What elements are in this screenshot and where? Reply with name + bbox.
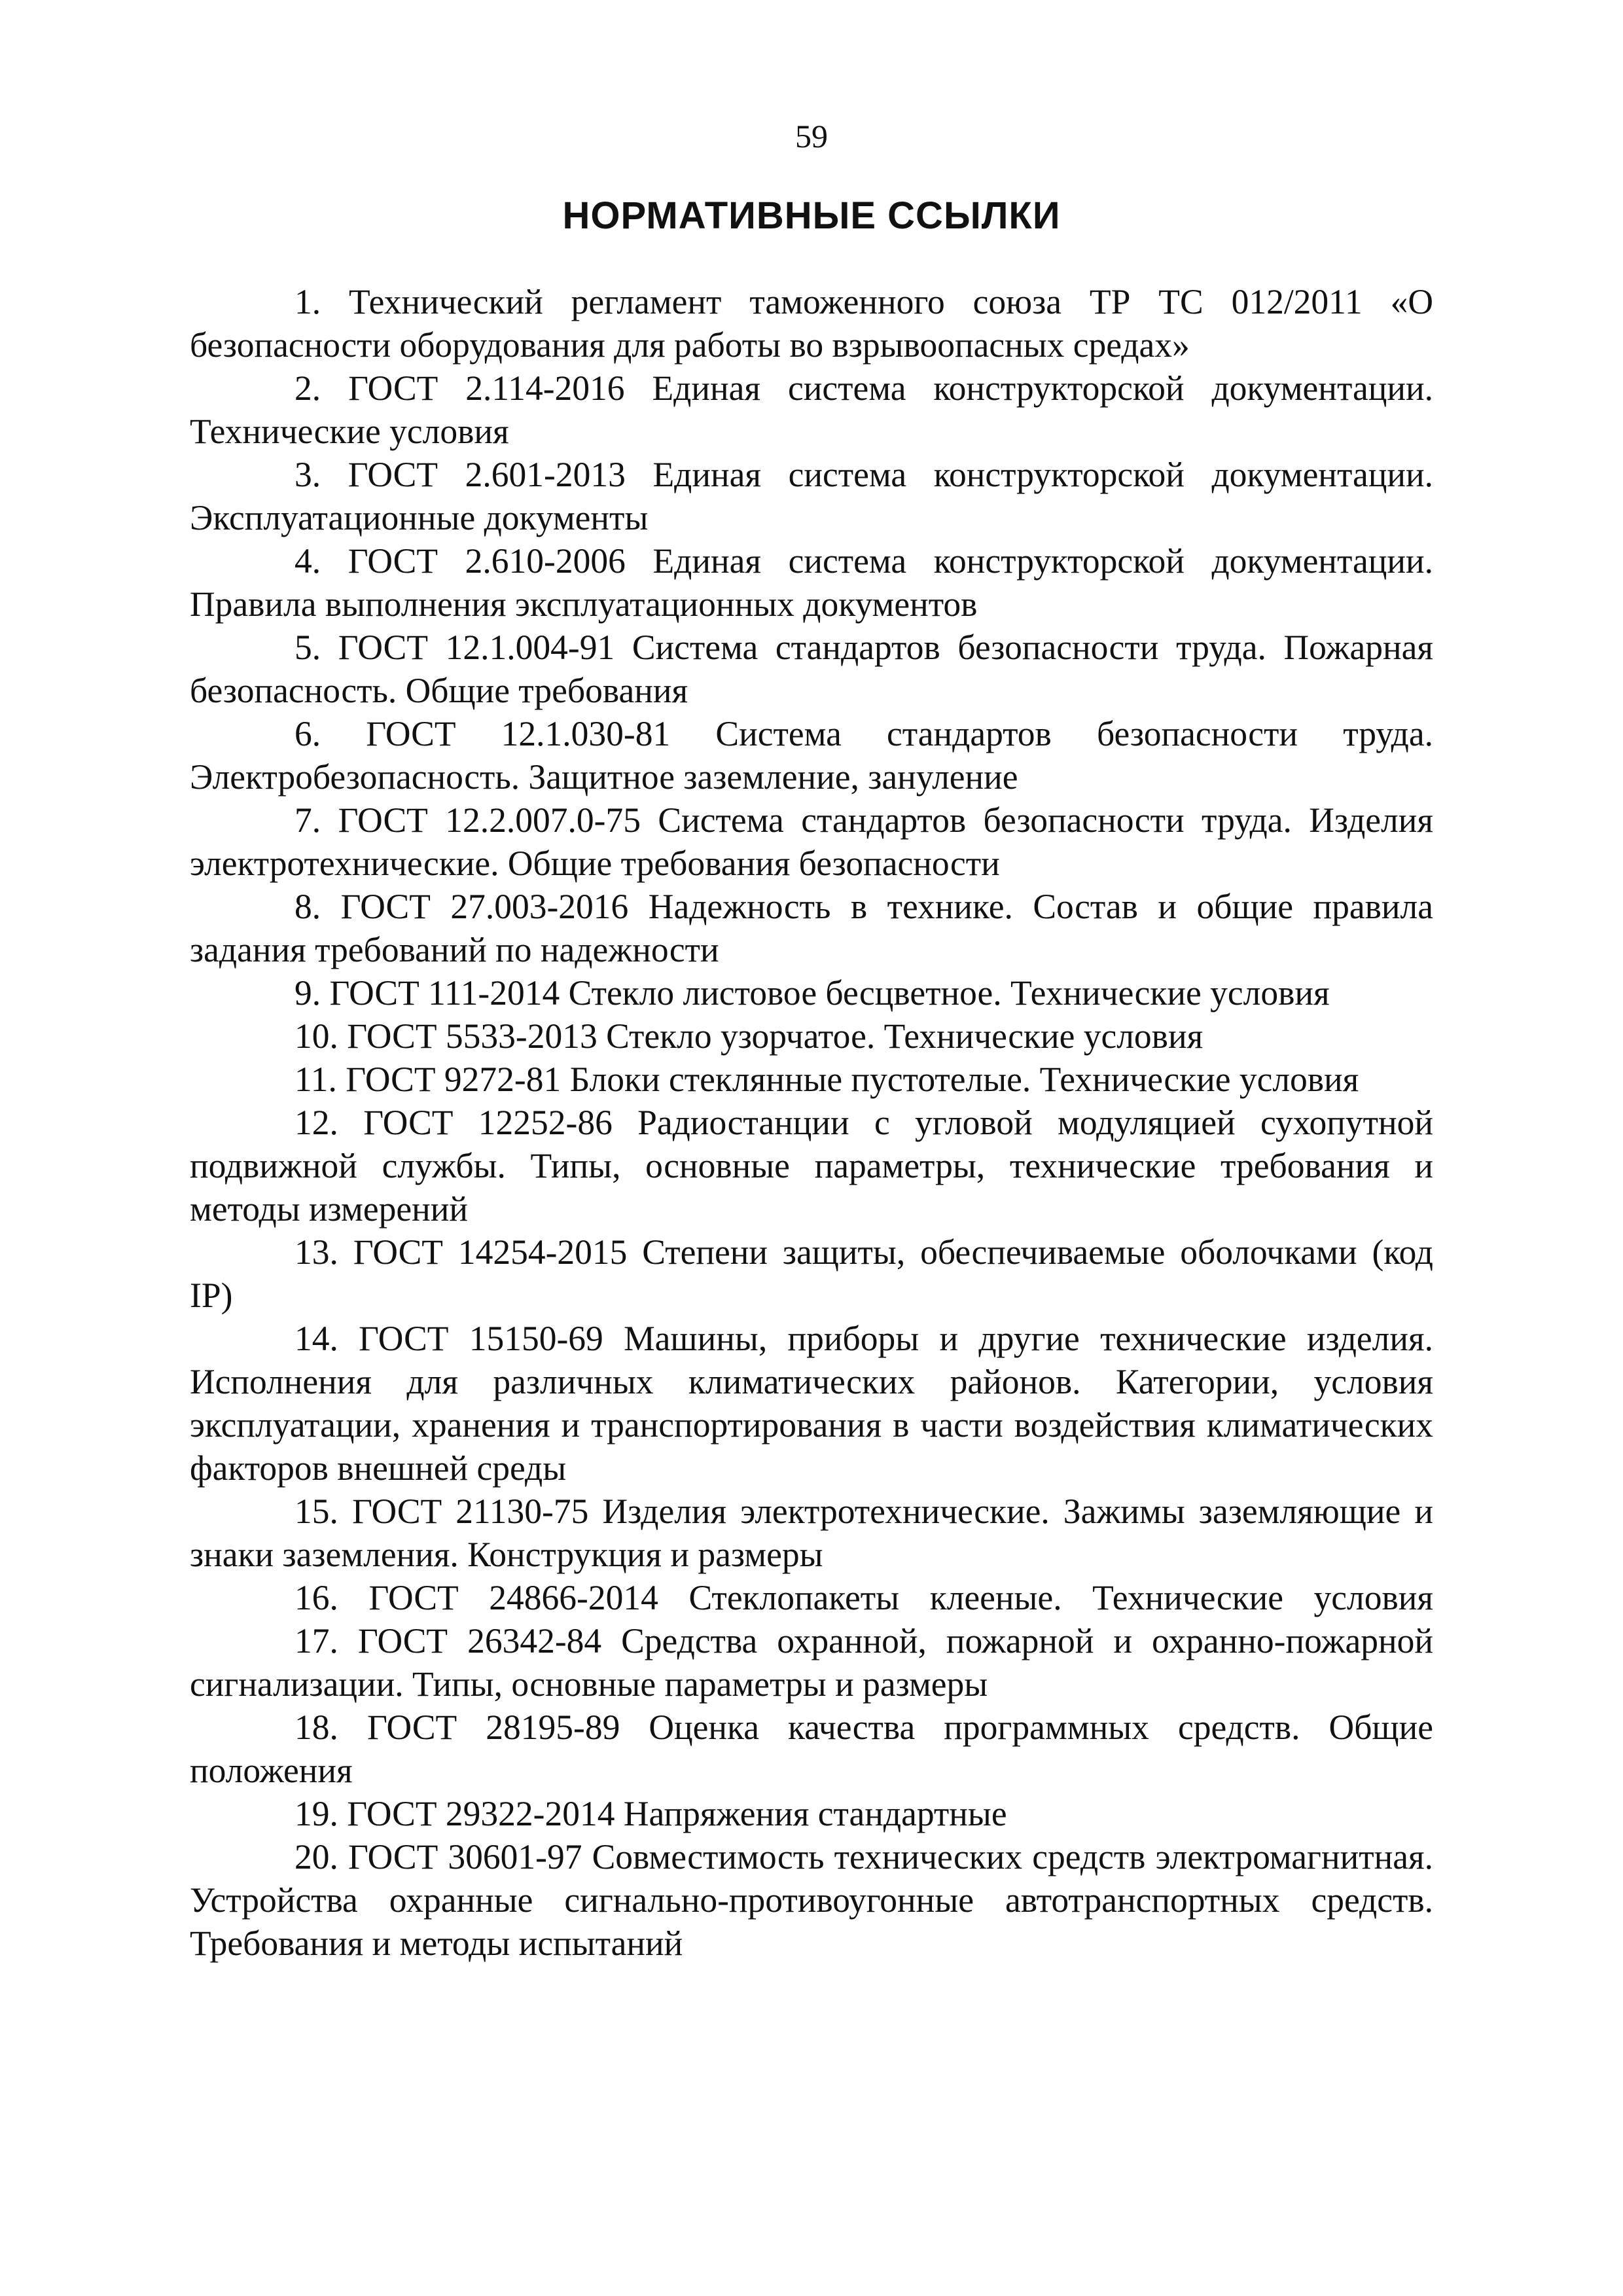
reference-item: 10. ГОСТ 5533-2013 Стекло узорчатое. Технические условия xyxy=(294,1016,1204,1056)
reference-item: 1. Технический регламент таможенного союза ТР ТС 012/2011 «О безопасности оборудования для работы во взрывоопасных средах» xyxy=(190,282,1433,365)
reference-item: 8. ГОСТ 27.003-2016 Надежность в технике. Состав и общие правила задания требований по надежности xyxy=(190,887,1433,969)
reference-item: 20. ГОСТ 30601-97 Совместимость технических средств электромагнитная. Устройства охранные сигнально-противоугонные автотранспортных средств. Требования и методы испытаний xyxy=(190,1837,1433,1963)
reference-item: 18. ГОСТ 28195-89 Оценка качества программных средств. Общие положения xyxy=(190,1708,1433,1790)
reference-item: 19. ГОСТ 29322-2014 Напряжения стандартные xyxy=(294,1794,1007,1833)
references-list xyxy=(190,280,1433,1965)
reference-item: 7. ГОСТ 12.2.007.0-75 Система стандартов безопасности труда. Изделия электротехнические. Общие требования безопасности xyxy=(190,800,1433,883)
reference-item: 6. ГОСТ 12.1.030-81 Система стандартов безопасности труда. Электробезопасность. Защитное заземление, зануление xyxy=(190,714,1433,797)
page-title: НОРМАТИВНЫЕ ССЫЛКИ xyxy=(562,194,1061,237)
reference-item: 2. ГОСТ 2.114-2016 Единая система конструкторской документации. Технические условия xyxy=(190,368,1433,451)
reference-item: 15. ГОСТ 21130-75 Изделия электротехнические. Зажимы заземляющие и знаки заземления. Конструкция и размеры xyxy=(190,1492,1433,1574)
reference-item: 9. ГОСТ 111-2014 Стекло листовое бесцветное. Технические условия xyxy=(294,973,1330,1013)
reference-item: 5. ГОСТ 12.1.004-91 Система стандартов безопасности труда. Пожарная безопасность. Общие требования xyxy=(190,628,1433,710)
page-number: 59 xyxy=(795,118,828,154)
reference-item: 13. ГОСТ 14254-2015 Степени защиты, обеспечиваемые оболочками (код IP) xyxy=(190,1232,1433,1315)
reference-item: 14. ГОСТ 15150-69 Машины, приборы и другие технические изделия. Исполнения для различных климатических районов. Категории, условия эксплуатации, хранения и транспортирования в части воздействия климатических факторов внешней среды xyxy=(190,1319,1433,1488)
reference-item: 4. ГОСТ 2.610-2006 Единая система конструкторской документации. Правила выполнения эксплуатационных документов xyxy=(190,541,1433,624)
reference-item: 11. ГОСТ 9272-81 Блоки стеклянные пустотелые. Технические условия xyxy=(294,1060,1359,1099)
reference-item: 3. ГОСТ 2.601-2013 Единая система конструкторской документации. Эксплуатационные документы xyxy=(190,455,1433,537)
reference-item: 17. ГОСТ 26342-84 Средства охранной, пожарной и охранно-пожарной сигнализации. Типы, основные параметры и размеры xyxy=(190,1621,1433,1704)
reference-item: 12. ГОСТ 12252-86 Радиостанции с угловой модуляцией сухопутной подвижной службы. Типы, основные параметры, технические требования и методы измерений xyxy=(190,1103,1433,1229)
reference-item: 16. ГОСТ 24866-2014 Стеклопакеты клееные. Технические условия xyxy=(294,1578,1433,1617)
